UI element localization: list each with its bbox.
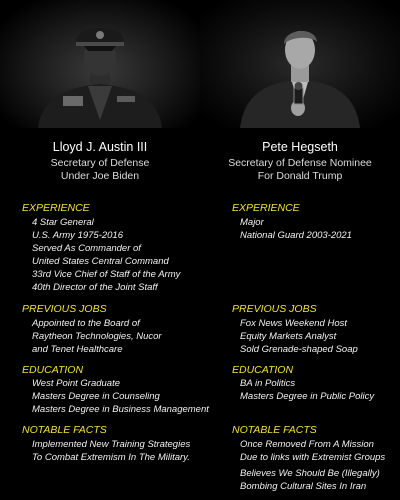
hegseth-name: Pete Hegseth: [262, 140, 338, 154]
austin-subtitle: Under Joe Biden: [60, 170, 140, 182]
austin-notable-facts-item: To Combat Extremism In The Military.: [32, 452, 190, 463]
hegseth-previous-jobs-heading: PREVIOUS JOBS: [232, 303, 317, 315]
hegseth-notable-facts-item: Due to links with Extremist Groups: [240, 452, 386, 463]
austin-previous-jobs-item: and Tenet Healthcare: [32, 344, 123, 355]
hegseth-subtitle: For Donald Trump: [257, 170, 343, 182]
austin-education-item: Masters Degree in Business Management: [32, 404, 209, 415]
austin-education-heading: EDUCATION: [22, 364, 84, 376]
austin-experience-item: U.S. Army 1975-2016: [32, 230, 123, 241]
hegseth-title: Secretary of Defense Nominee: [228, 157, 372, 169]
hegseth-notable-facts-item: Bombing Cultural Sites In Iran: [240, 481, 367, 492]
hegseth-previous-jobs-item: Equity Markets Analyst: [240, 331, 337, 342]
austin-previous-jobs-heading: PREVIOUS JOBS: [22, 303, 107, 315]
austin-experience-item: 33rd Vice Chief of Staff of the Army: [32, 269, 181, 280]
hegseth-education-item: Masters Degree in Public Policy: [240, 391, 375, 402]
austin-experience-item: 4 Star General: [32, 217, 94, 228]
hegseth-portrait-photo: [200, 0, 400, 128]
hegseth-previous-jobs-item: Sold Grenade-shaped Soap: [240, 344, 358, 355]
austin-experience-item: Served As Commander of: [32, 243, 141, 254]
austin-education-item: West Point Graduate: [32, 378, 121, 389]
austin-experience-item: United States Central Command: [32, 256, 169, 267]
hegseth-experience-heading: EXPERIENCE: [232, 202, 300, 214]
austin-education-item: Masters Degree in Counseling: [32, 391, 160, 402]
hegseth-experience-item: National Guard 2003-2021: [240, 230, 352, 241]
hegseth-experience-item: Major: [240, 217, 264, 228]
austin-previous-jobs-item: Raytheon Technologies, Nucor: [32, 331, 162, 342]
austin-experience-item: 40th Director of the Joint Staff: [32, 282, 158, 293]
hegseth-notable-facts-heading: NOTABLE FACTS: [232, 424, 317, 436]
hegseth-education-item: BA in Politics: [240, 378, 296, 389]
austin-name: Lloyd J. Austin III: [52, 140, 148, 154]
austin-portrait-photo: [0, 0, 200, 128]
austin-notable-facts-heading: NOTABLE FACTS: [22, 424, 107, 436]
hegseth-notable-facts-item: Believes We Should Be (Illegally): [240, 468, 380, 479]
hegseth-education-heading: EDUCATION: [232, 364, 294, 376]
austin-notable-facts-item: Implemented New Training Strategies: [32, 439, 191, 450]
austin-previous-jobs-item: Appointed to the Board of: [32, 318, 140, 329]
austin-title: Secretary of Defense: [50, 157, 150, 169]
hegseth-notable-facts-item: Once Removed From A Mission: [240, 439, 374, 450]
austin-experience-heading: EXPERIENCE: [22, 202, 90, 214]
hegseth-previous-jobs-item: Fox News Weekend Host: [240, 318, 348, 329]
